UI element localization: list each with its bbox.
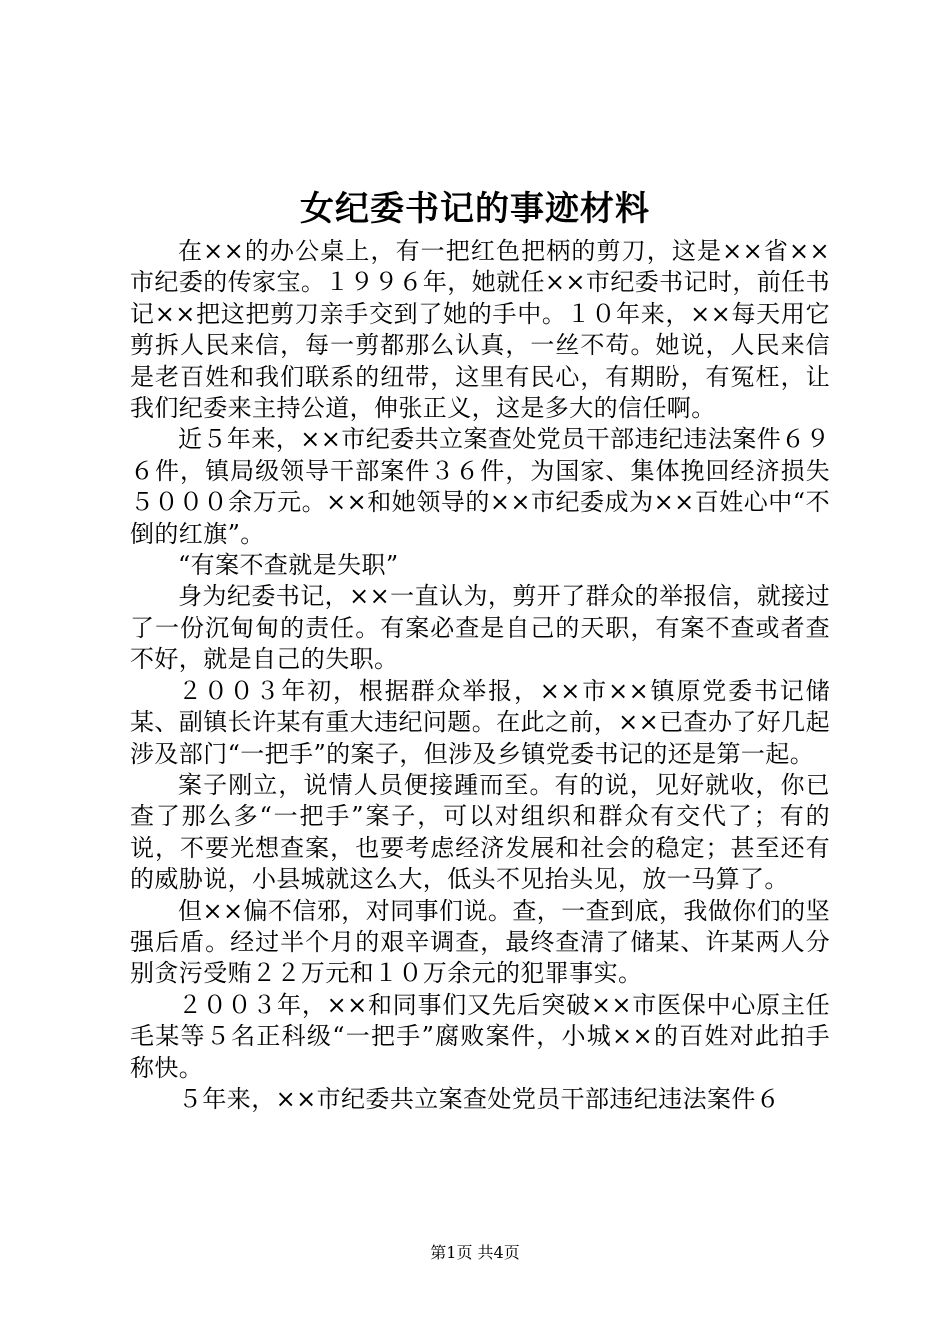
paragraph: 近５年来，××市纪委共立案查处党员干部违纪违法案件６９６件，镇局级领导干部案件３６件，为国家、集体挽回经济损失５０００余万元。××和她领导的××市纪委成为××百姓心中“不倒的红旗”。 bbox=[130, 425, 830, 548]
paragraph: ２００３年初，根据群众举报，××市××镇原党委书记储某、副镇长许某有重大违纪问题。在此之前，××已查办了好几起涉及部门“一把手”的案子，但涉及乡镇党委书记的还是第一起。 bbox=[130, 676, 830, 768]
document-title: 女纪委书记的事迹材料 bbox=[300, 189, 650, 229]
paragraph: ２００３年，××和同事们又先后突破××市医保中心原主任毛某等５名正科级“一把手”腐败案件，小城××的百姓对此拍手称快。 bbox=[130, 990, 830, 1082]
document-body bbox=[130, 236, 830, 1115]
paragraph: 案子刚立，说情人员便接踵而至。有的说，见好就收，你已查了那么多“一把手”案子，可以对组织和群众有交代了；有的说，不要光想查案，也要考虑经济发展和社会的稳定；甚至还有的威胁说，小县城就这么大，低头不见抬头见，放一马算了。 bbox=[130, 770, 830, 894]
paragraph: 但××偏不信邪，对同事们说。查，一查到底，我做你们的坚强后盾。经过半个月的艰辛调查，最终查清了储某、许某两人分别贪污受贿２２万元和１０万余元的犯罪事实。 bbox=[130, 896, 830, 988]
paragraph: ５年来，××市纪委共立案查处党员干部违纪违法案件６ bbox=[178, 1084, 781, 1113]
paragraph: 身为纪委书记，××一直认为，剪开了群众的举报信，就接过了一份沉甸甸的责任。有案必查是自己的天职，有案不查或者查不好，就是自己的失职。 bbox=[130, 582, 830, 674]
page-number-footer: 第1页 共4页 bbox=[430, 1243, 520, 1262]
section-heading: “有案不查就是失职” bbox=[178, 551, 399, 580]
paragraph: 在××的办公桌上，有一把红色把柄的剪刀，这是××省××市纪委的传家宝。１９９６年，她就任××市纪委书记时，前任书记××把这把剪刀亲手交到了她的手中。１０年来，××每天用它剪拆人民来信，每一剪都那么认真，一丝不苟。她说，人民来信是老百姓和我们联系的纽带，这里有民心，有期盼，有冤枉，让我们纪委来主持公道，伸张正义，这是多大的信任啊。 bbox=[130, 237, 830, 423]
